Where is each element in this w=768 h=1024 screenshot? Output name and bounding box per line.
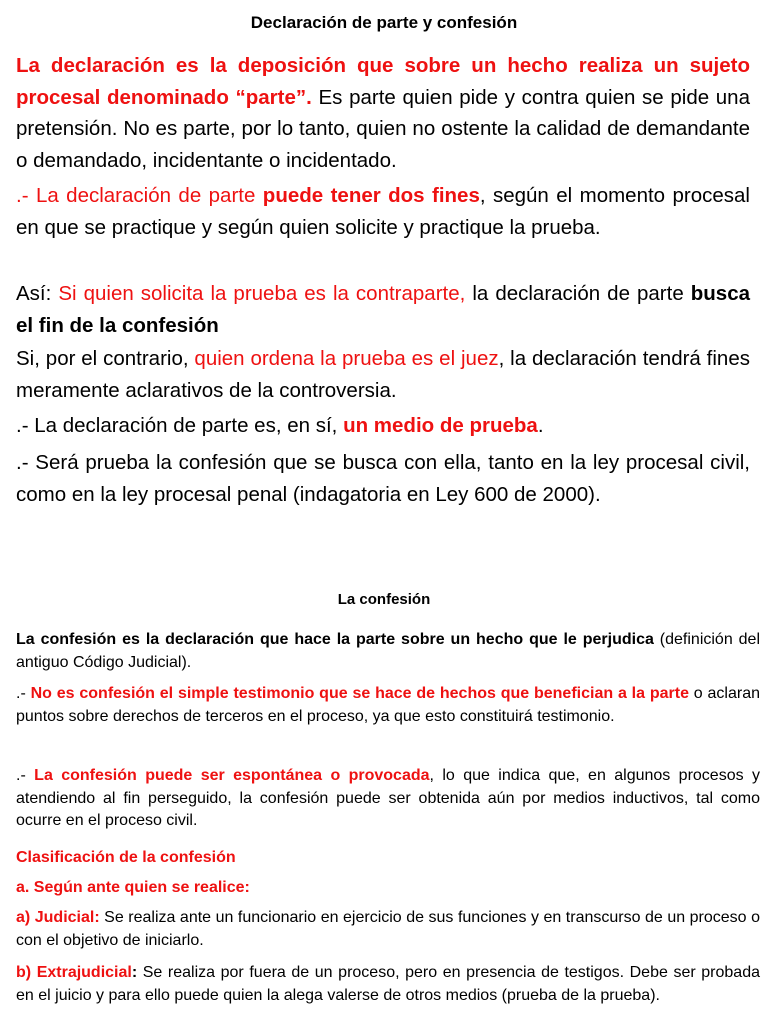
confesion-definition-text: (definición del antiguo Código Judicial). — [16, 631, 760, 671]
extrajudicial-text: Se realiza por fuera de un proceso, pero en presencia de testigos. Debe ser probada en el juicio y para ello puede quien la alega valerse de otros medios (prueba de la prueba). — [16, 964, 760, 1004]
section-title-confesion: La confesión — [337, 591, 431, 608]
asi-label: Así: — [16, 282, 59, 305]
confession-end-bold: busca el fin de la confesión — [16, 282, 750, 337]
juez-intro: Si, por el contrario, — [16, 347, 195, 370]
medio-highlight: un medio de prueba — [343, 414, 538, 437]
heading-segun-ante-quien — [16, 877, 760, 900]
juez-text: , la declaración tendrá fines meramente aclarativos de la controversia. — [16, 347, 750, 402]
two-ends-text: , según el momento procesal en que se practique y según quien solicite y practique la prueba. — [16, 184, 750, 239]
espontanea-intro: .- — [16, 767, 35, 784]
definition-text: Es parte quien pide y contra quien se pide una pretensión. No es parte, por lo tanto, quien no ostente la calidad de demandante o demandado, incidentante o incidentado. — [16, 85, 750, 172]
segun-label: a. Según ante quien se realice: — [16, 879, 250, 896]
paragraph-declaracion-definicion — [16, 50, 750, 176]
heading-clasificacion — [16, 847, 760, 870]
two-ends-intro: .- La declaración de parte — [16, 184, 263, 207]
judicial-label: a) Judicial: — [16, 909, 100, 926]
confesion-definition-bold: La confesión es la declaración que hace la parte sobre un hecho que le perjudica — [16, 631, 654, 648]
clasificacion-label: Clasificación de la confesión — [16, 849, 236, 866]
extrajudicial-label: b) Extrajudicial — [16, 964, 132, 981]
two-ends-highlight: puede tener dos fines — [262, 184, 480, 207]
espontanea-highlight: La confesión puede ser espontánea o provocada — [34, 767, 430, 784]
paragraph-dos-fines — [16, 180, 750, 243]
contraparte-highlight: Si quien solicita la prueba es la contraparte, — [58, 282, 466, 305]
no-es-text: o aclaran puntos sobre derechos de terceros en el proceso, ya que esto constituirá testimonio. — [16, 685, 761, 725]
paragraph-no-es-confesion — [16, 683, 760, 728]
medio-end: . — [537, 414, 544, 437]
paragraph-extrajudicial — [16, 962, 760, 1007]
paragraph-judicial — [16, 907, 760, 952]
paragraph-confesion-definicion — [16, 629, 760, 674]
definition-highlight: La declaración es la deposición que sobre un hecho realiza un sujeto procesal denominado “parte”. — [16, 54, 750, 109]
ley-text: .- Será prueba la confesión que se busca con ella, tanto en la ley procesal civil, como en la ley procesal penal (indagatoria en Ley 600 de 2000). — [16, 451, 750, 506]
document-title: Declaración de parte y confesión — [250, 13, 518, 32]
paragraph-contraparte — [16, 278, 750, 341]
juez-highlight: quien ordena la prueba es el juez — [194, 347, 499, 370]
espontanea-text: , lo que indica que, en algunos procesos y atendiendo al fin perseguido, la confesión puede ser obtenida aún por medios inductivos, tal como ocurre en el proceso civil. — [16, 767, 760, 829]
medio-intro: .- La declaración de parte es, en sí, — [16, 414, 344, 437]
judicial-text: Se realiza ante un funcionario en ejercicio de sus funciones y en transcurso de un proceso o con el objetivo de iniciarlo. — [16, 909, 761, 949]
paragraph-ley-procesal — [16, 447, 750, 510]
contraparte-text: la declaración de parte — [465, 282, 691, 305]
paragraph-espontanea — [16, 765, 760, 833]
extrajudicial-colon: : — [131, 964, 138, 981]
paragraph-juez — [16, 343, 750, 406]
paragraph-medio-prueba — [16, 410, 750, 442]
no-es-intro: .- — [16, 685, 31, 702]
no-es-highlight: No es confesión el simple testimonio que se hace de hechos que benefician a la parte — [30, 685, 689, 702]
